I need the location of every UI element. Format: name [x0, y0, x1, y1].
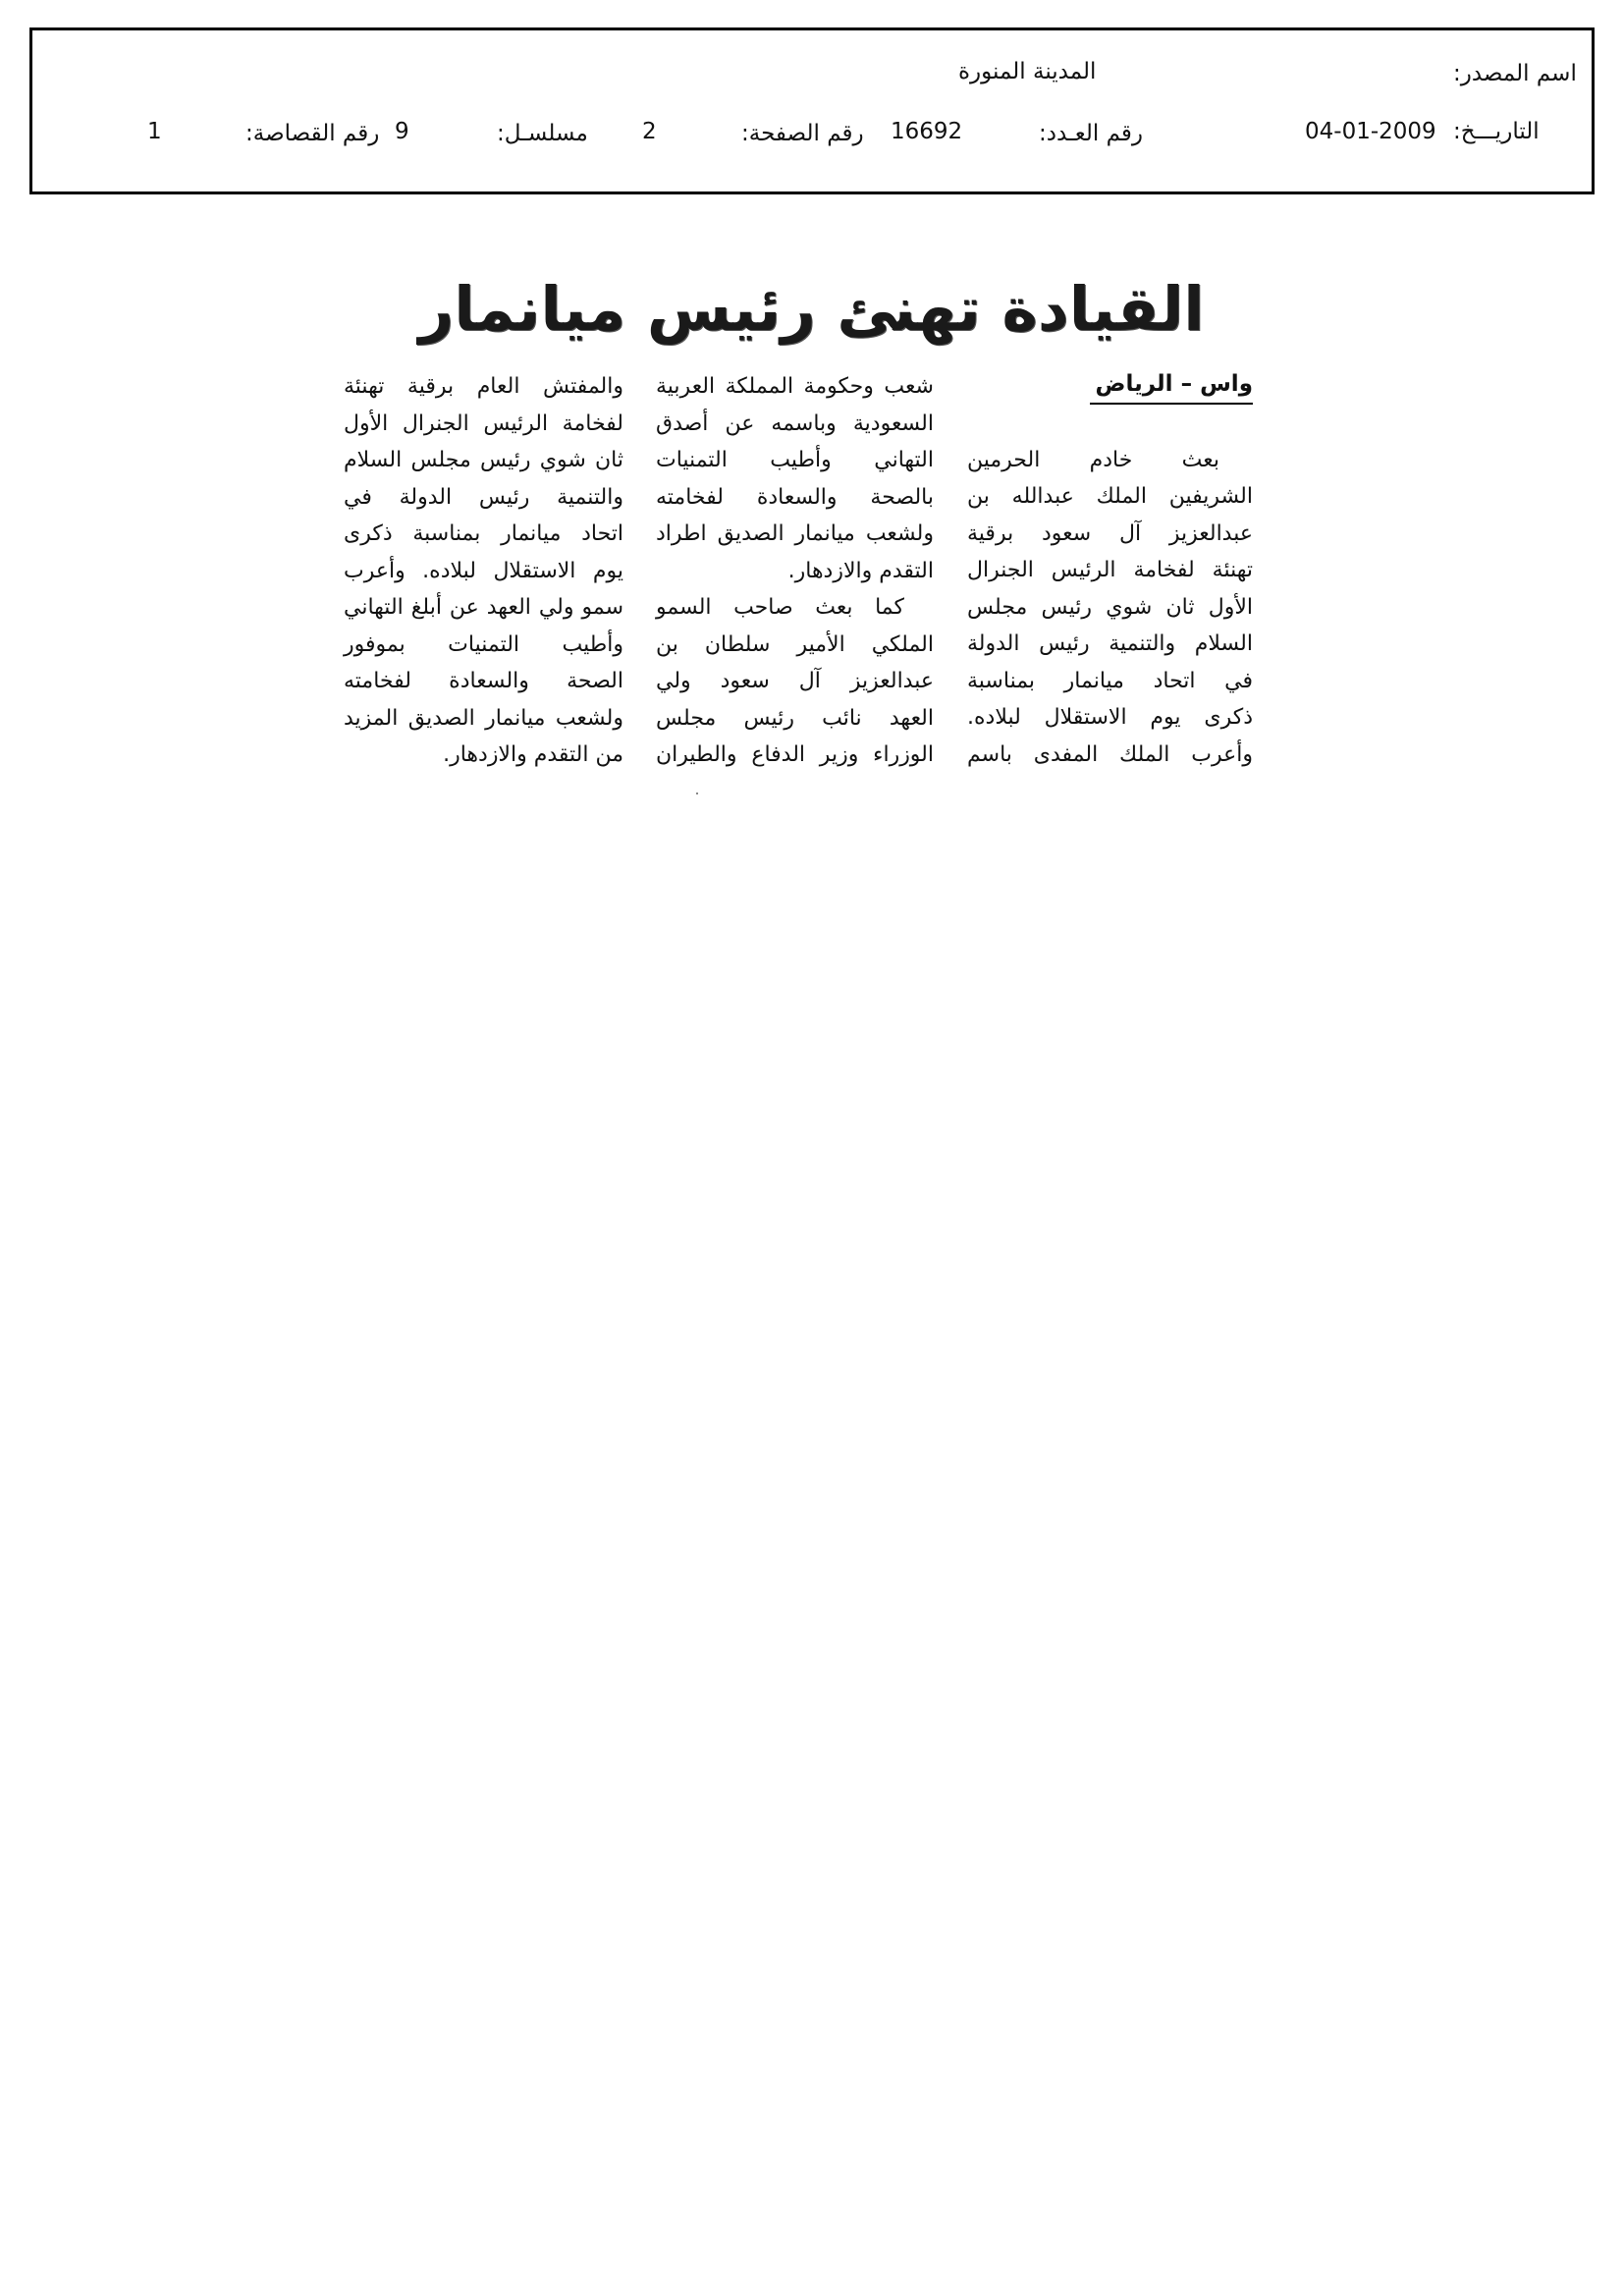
column-line: شعب وحكومة المملكة العربية [656, 374, 934, 399]
article-column-2 [656, 368, 934, 774]
column-line: اتحاد ميانمار بمناسبة ذكرى [344, 521, 623, 546]
column-line: عبدالعزيز آل سعود برقية [967, 520, 1253, 546]
column-line: الملكي الأمير سلطان بن [656, 631, 934, 657]
issue-label: رقم العـدد: [1039, 121, 1144, 146]
column-line: والتنمية رئيس الدولة في [344, 484, 623, 510]
column-line: التقدم والازدهار. [787, 558, 934, 583]
article-column-3 [344, 368, 623, 774]
date-value: 04-01-2009 [1305, 119, 1436, 144]
column-line: السعودية وباسمه عن أصدق [656, 410, 934, 436]
column-line: عبدالعزيز آل سعود ولي [656, 669, 934, 693]
column-line: يوم الاستقلال لبلاده. وأعرب [344, 558, 623, 583]
date-label: التاريـــخ: [1453, 119, 1540, 144]
column-line: بالصحة والسعادة لفخامته [656, 484, 934, 510]
source-value: المدينة المنورة [958, 59, 1097, 84]
column-line: التهاني وأطيب التمنيات [656, 448, 934, 472]
page-label: رقم الصفحة: [741, 121, 864, 146]
article-column-1 [967, 405, 1253, 773]
serial-label: مسلسـل: [497, 121, 588, 146]
column-line: لفخامة الرئيس الجنرال الأول [344, 410, 623, 436]
column-line: وأعرب الملك المفدى باسم [967, 741, 1253, 767]
column-line: تهنئة لفخامة الرئيس الجنرال [967, 558, 1253, 582]
column-line: السلام والتنمية رئيس الدولة [967, 631, 1253, 656]
clip-value: 1 [147, 119, 162, 144]
column-line: في اتحاد ميانمار بمناسبة [967, 668, 1253, 693]
column-line: من التقدم والازدهار. [443, 742, 623, 767]
page-value: 2 [642, 119, 657, 144]
column-line: الصحة والسعادة لفخامته [344, 669, 623, 693]
column-line [967, 405, 1253, 442]
column-line: الشريفين الملك عبدالله بن [967, 484, 1253, 509]
column-line: العهد نائب رئيس مجلس [656, 705, 934, 731]
article-byline: واس – الرياض [1090, 371, 1253, 405]
column-line: كما بعث صاحب السمو [656, 595, 904, 620]
column-line: والمفتش العام برقية تهنئة [344, 374, 623, 399]
serial-value: 9 [395, 119, 409, 144]
column-line: ولشعب ميانمار الصديق المزيد [344, 705, 623, 731]
column-line: سمو ولي العهد عن أبلغ التهاني [344, 595, 623, 620]
clip-label: رقم القصاصة: [245, 121, 380, 146]
article-headline: القيادة تهنئ رئيس ميانمار [418, 273, 1205, 345]
clipping-header-box [29, 27, 1595, 194]
column-line: ذكرى يوم الاستقلال لبلاده. [967, 705, 1253, 730]
column-line: وأطيب التمنيات بموفور [344, 631, 623, 657]
issue-value: 16692 [891, 119, 963, 144]
scan-speck [696, 793, 698, 794]
column-line: الأول ثان شوي رئيس مجلس [967, 594, 1253, 620]
column-line: بعث خادم الحرمين [967, 447, 1219, 472]
source-label: اسم المصدر: [1453, 61, 1577, 86]
column-line: ثان شوي رئيس مجلس السلام [344, 448, 623, 472]
column-line: الوزراء وزير الدفاع والطيران [656, 742, 934, 767]
column-line: ولشعب ميانمار الصديق اطراد [656, 521, 934, 546]
